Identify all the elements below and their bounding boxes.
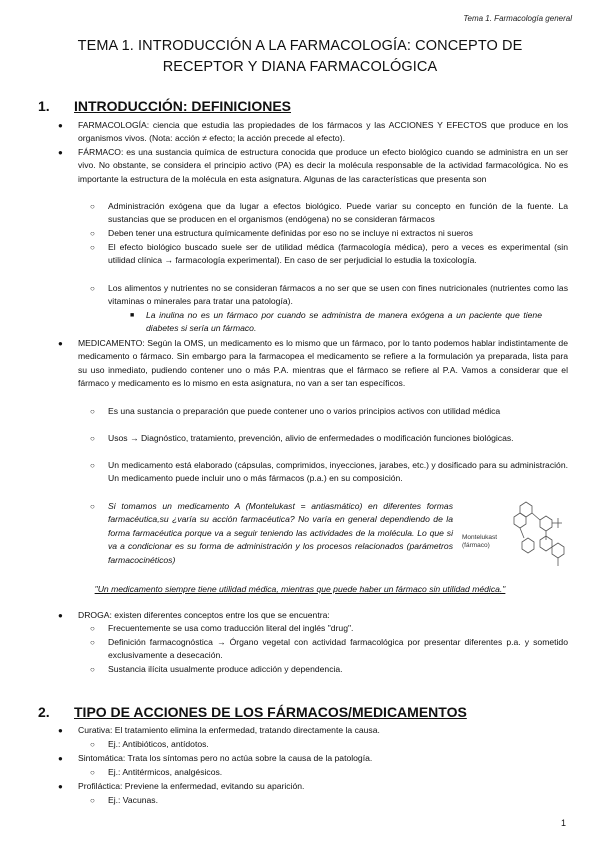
droga-item: Definición farmacognóstica → Órgano vegetal con actividad farmacológica por presentar diferentes p.a. y sometido exclusivamente a desecación.: [108, 637, 568, 661]
accion-curativa: Curativa: El tratamiento elimina la enfermedad, tratando directamente la causa.: [78, 725, 380, 735]
section-1-heading: [38, 98, 291, 114]
page-number: 1: [560, 818, 566, 828]
key-quote: "Un medicamento siempre tiene utilidad médica, mientras que puede haber un fármaco sin utilidad médica.": [94, 584, 506, 594]
title-line-2: RECEPTOR Y DIANA FARMACOLÓGICA: [162, 59, 438, 75]
bullet-icon: ●: [58, 121, 63, 130]
circle-bullet-icon: ○: [90, 461, 95, 470]
bullet-icon: ●: [58, 339, 63, 348]
page-header: Tema 1. Farmacología general: [463, 14, 572, 23]
def-farmaco: FÁRMACO: es una sustancia química de estructura conocida que produce un efecto biológico cuando se administra en un ser vivo. No obstante, se considera el principio activo (PA) es decir la molécula responsable de la actividad farmacológica. No es importante la estructura de la molécula en esta asignatura. Algunas de las características que presenta son: [78, 147, 568, 184]
montelukast-label: Montelukast (fármaco): [462, 534, 498, 549]
circle-bullet-icon: ○: [90, 202, 95, 211]
circle-bullet-icon: ○: [90, 638, 95, 647]
circle-bullet-icon: ○: [90, 665, 95, 674]
farmaco-item: Deben tener una estructura químicamente definidas por eso no se incluye ni extractos ni sueros: [108, 228, 473, 238]
section-1-number: 1.: [38, 98, 50, 114]
bullet-icon: ●: [58, 611, 63, 620]
circle-bullet-icon: ○: [90, 502, 95, 511]
bullet-icon: ●: [58, 782, 63, 791]
circle-bullet-icon: ○: [90, 624, 95, 633]
circle-bullet-icon: ○: [90, 434, 95, 443]
circle-bullet-icon: ○: [90, 407, 95, 416]
section-2-heading: [38, 704, 467, 720]
circle-bullet-icon: ○: [90, 284, 95, 293]
droga-item: Frecuentemente se usa como traducción literal del inglés "drug".: [108, 623, 354, 633]
farmaco-item: Los alimentos y nutrientes no se consideran fármacos a no ser que se usen con fines nutricionales (nutrientes como las vitaminas o minerales para tratar una patología).: [108, 283, 568, 307]
accion-example: Ej.: Antibióticos, antídotos.: [108, 739, 209, 749]
section-2-number: 2.: [38, 704, 50, 720]
farmaco-item: Administración exógena que da lugar a efectos biológico. Puede variar su concepto en función de la fuente. La sustancias que se producen en el organismos (endógena) no se consideran fármacos: [108, 201, 568, 225]
accion-profilactica: Profiláctica: Previene la enfermedad, evitando su aparición.: [78, 781, 305, 791]
montelukast-item: Si tomamos un medicamento A (Montelukast = antiasmático) en diferentes formas farmacéutica,su ¿varía su acción farmacéutica? No varía en general dependiendo de la forma farmacéutica porque va a seguir teniendo las actividades de la molécula. Lo que si va a condicionar es su forma de administración y los procesos relacionados (parámetros farmacocinéticos): [108, 501, 453, 565]
medicamento-item: Un medicamento está elaborado (cápsulas, comprimidos, inyecciones, jarabes, etc.) y dosificado para su administración. Un medicamento puede incluir uno o más fármacos (p.a.) en su composición.: [108, 460, 568, 484]
medicamento-item: Usos → Diagnóstico, tratamiento, prevención, alivio de enfermedades o modificación funciones biológicas.: [108, 433, 514, 443]
accion-example: Ej.: Vacunas.: [108, 795, 158, 805]
bullet-icon: ●: [58, 754, 63, 763]
insulina-note: La inulina no es un fármaco por cuando se administra de manera exógena a un paciente que tiene diabetes si sería un fármaco.: [146, 310, 542, 334]
droga-item: Sustancia ilícita usualmente produce adicción y dependencia.: [108, 664, 343, 674]
section-1-title: INTRODUCCIÓN: DEFINICIONES: [74, 98, 291, 114]
def-medicamento: MEDICAMENTO: Según la OMS, un medicamento es lo mismo que un fármaco, por lo tanto podemos hablar indistintamente de medicamento o fármaco. Sin embargo para la farmacopea el medicamento se refiere a la formulación ya preparada, lista para su uso inmediato, pudiendo contener uno o más P.A. mientras que el fármaco se refiere al P.A. Vamos a considerar que el fármaco y medicamento es lo mismo en esta asignatura, no van a ser tan específicos.: [78, 338, 568, 389]
accion-sintomatica: Sintomática: Trata los síntomas pero no actúa sobre la causa de la patología.: [78, 753, 373, 763]
circle-bullet-icon: ○: [90, 229, 95, 238]
circle-bullet-icon: ○: [90, 243, 95, 252]
square-bullet-icon: ■: [130, 312, 135, 319]
accion-example: Ej.: Antitérmicos, analgésicos.: [108, 767, 223, 777]
bullet-icon: ●: [58, 148, 63, 157]
title-line-1: TEMA 1. INTRODUCCIÓN A LA FARMACOLOGÍA: CONCEPTO DE: [77, 38, 523, 54]
section-2-title: TIPO DE ACCIONES DE LOS FÁRMACOS/MEDICAMENTOS: [74, 704, 467, 720]
circle-bullet-icon: ○: [90, 796, 95, 805]
def-droga: DROGA: existen diferentes conceptos entre los que se encuentra:: [78, 610, 330, 620]
farmaco-item: El efecto biológico buscado suele ser de utilidad médica (farmacología médica), pero a veces es experimental (sin utilidad clínica → farmacología experimental). En caso de ser perjudicial lo estudia la toxicología.: [108, 242, 568, 266]
medicamento-item: Es una sustancia o preparación que puede contener uno o varios principios activos con utilidad médica: [108, 406, 501, 416]
def-farmacologia: FARMACOLOGÍA: ciencia que estudia las propiedades de los fármacos y las ACCIONES Y EFECTOS que produce en los organismos vivos. (Nota: acción ≠ efecto; la acción precede al efecto).: [78, 120, 568, 144]
page-title: [30, 36, 570, 78]
bullet-icon: ●: [58, 726, 63, 735]
circle-bullet-icon: ○: [90, 740, 95, 749]
circle-bullet-icon: ○: [90, 768, 95, 777]
